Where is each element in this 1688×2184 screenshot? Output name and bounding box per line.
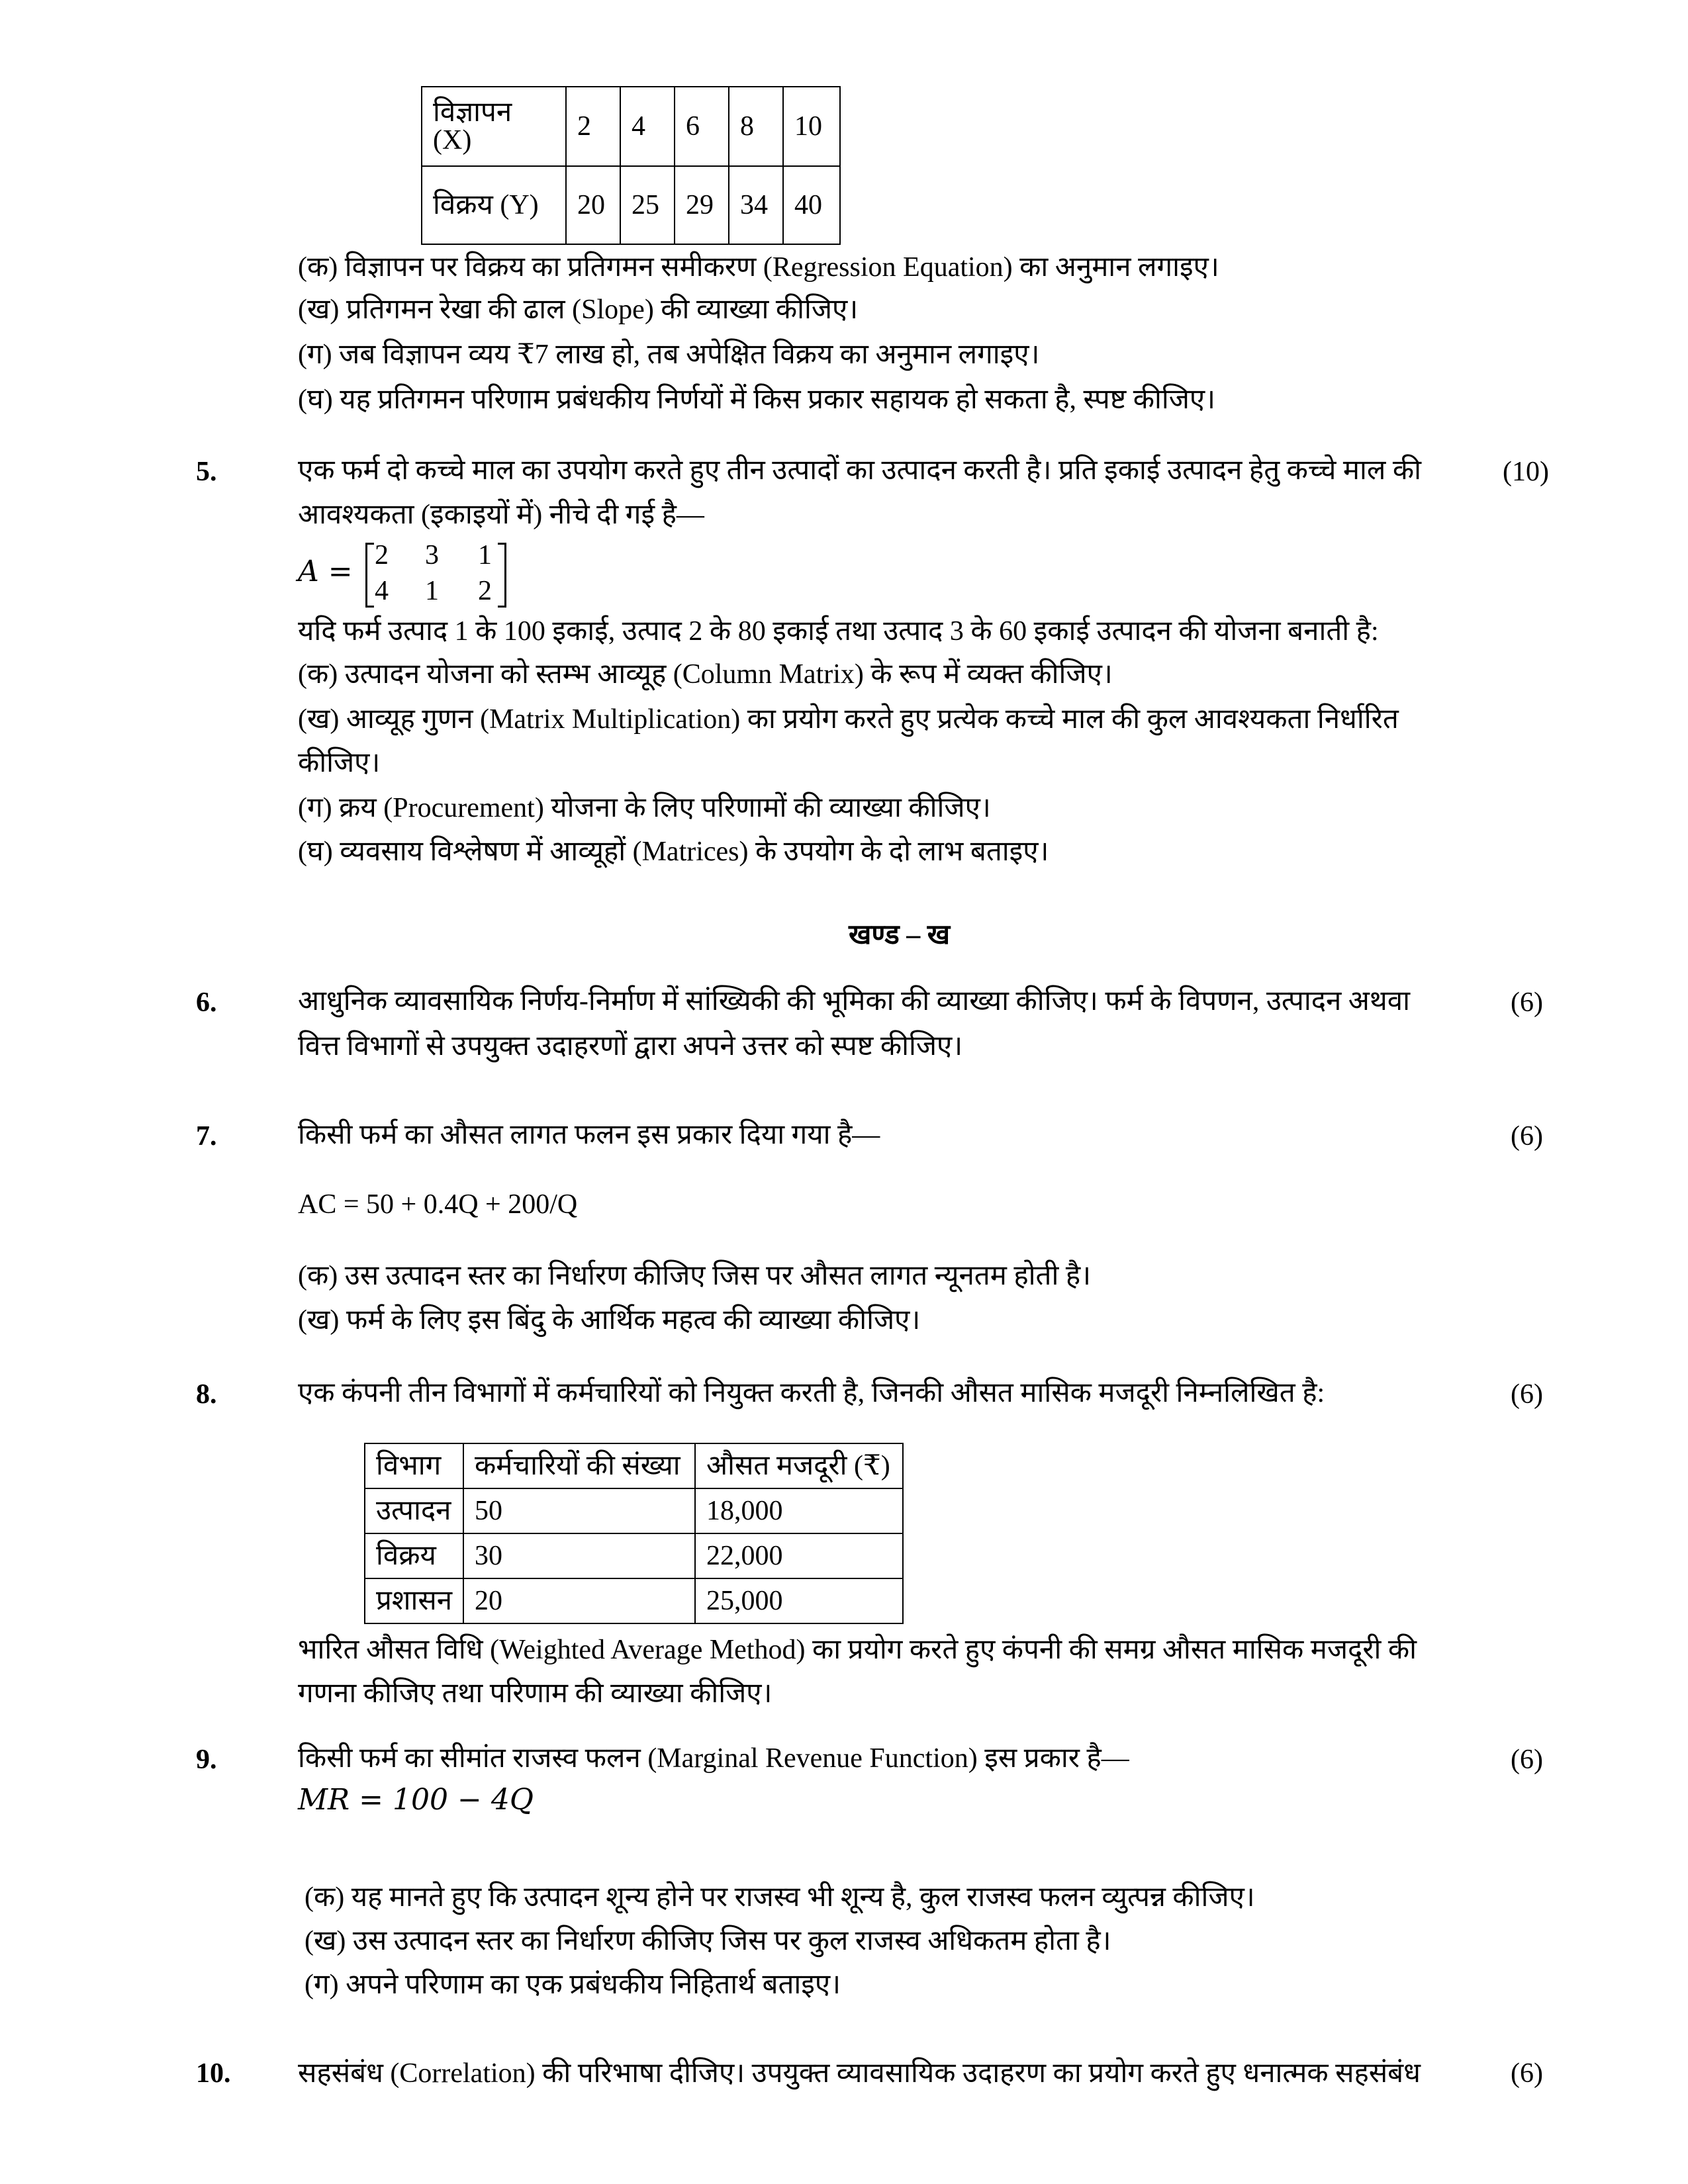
question-number: 10. [196, 2058, 231, 2089]
advertising-sales-table [421, 86, 841, 245]
q7-part-a: (क) उस उत्पादन स्तर का निर्धारण कीजिए जिस पर औसत लागत न्यूनतम होती है। [298, 1261, 1092, 1291]
question-number: 7. [196, 1121, 217, 1152]
question-number: 8. [196, 1379, 217, 1410]
question-marks: (6) [1511, 2058, 1543, 2089]
q7-formula: AC = 50 + 0.4Q + 200/Q [298, 1189, 578, 1220]
q6-text-line2: वित्त विभागों से उपयुक्त उदाहरणों द्वारा अपने उत्तर को स्पष्ट कीजिए। [298, 1031, 963, 1062]
table-header-cell: विभाग [365, 1443, 463, 1488]
question-number: 5. [196, 457, 217, 487]
table-row [365, 1488, 903, 1533]
q9-part-b: (ख) उस उत्पादन स्तर का निर्धारण कीजिए जिस पर कुल राजस्व अधिकतम होता है। [305, 1926, 1111, 1956]
table-cell: प्रशासन [365, 1578, 463, 1623]
table-cell: 30 [463, 1533, 695, 1578]
q5-part-a: (क) उत्पादन योजना को स्तम्भ आव्यूह (Column Matrix) के रूप में व्यक्त कीजिए। [298, 659, 1113, 690]
table-cell: 40 [783, 166, 840, 244]
table-cell: 50 [463, 1488, 695, 1533]
q6-text-line1: आधुनिक व्यावसायिक निर्णय-निर्माण में सांख्यिकी की भूमिका की व्याख्या कीजिए। फर्म के विपणन, उत्पादन अथवा [298, 986, 1410, 1017]
q7-part-b: (ख) फर्म के लिए इस बिंदु के आर्थिक महत्व की व्याख्या कीजिए। [298, 1305, 921, 1336]
q5-part-b-cont: कीजिए। [298, 748, 381, 778]
question-marks: (6) [1511, 1121, 1543, 1152]
wages-table [364, 1443, 904, 1624]
table-cell: विक्रय [365, 1533, 463, 1578]
question-marks: (10) [1503, 457, 1549, 487]
q8-text-line1: एक कंपनी तीन विभागों में कर्मचारियों को नियुक्त करती है, जिनकी औसत मासिक मजदूरी निम्नलिखित है: [298, 1378, 1325, 1408]
question-number: 9. [196, 1745, 217, 1775]
q8-text-line2: भारित औसत विधि (Weighted Average Method) का प्रयोग करते हुए कंपनी की समग्र औसत मासिक मजदूरी की [298, 1635, 1417, 1665]
table-header-cell: कर्मचारियों की संख्या [463, 1443, 695, 1488]
table-cell: 10 [783, 87, 840, 166]
table-cell: 20 [463, 1578, 695, 1623]
table-cell: 20 [566, 166, 620, 244]
q4-part-b: (ख) प्रतिगमन रेखा की ढाल (Slope) की व्याख्या कीजिए। [298, 295, 859, 325]
q9-part-a: (क) यह मानते हुए कि उत्पादन शून्य होने पर राजस्व भी शून्य है, कुल राजस्व फलन व्युत्पन्न कीजिए। [305, 1882, 1255, 1913]
table-cell: 25 [620, 166, 675, 244]
matrix-left-bracket [365, 543, 374, 608]
table-cell: 4 [620, 87, 675, 166]
matrix-label: A = [298, 555, 353, 588]
q4-part-c: (ग) जब विज्ञापन व्यय ₹7 लाख हो, तब अपेक्षित विक्रय का अनुमान लगाइए। [298, 340, 1040, 370]
matrix-cell: 2 [375, 540, 389, 570]
q7-text-line1: किसी फर्म का औसत लागत फलन इस प्रकार दिया गया है— [298, 1120, 880, 1150]
table-cell: उत्पादन [365, 1488, 463, 1533]
q9-formula: MR = 100 − 4Q [298, 1783, 534, 1817]
table-header-row [365, 1443, 903, 1488]
q4-part-a: (क) विज्ञापन पर विक्रय का प्रतिगमन समीकरण (Regression Equation) का अनुमान लगाइए। [298, 252, 1219, 283]
question-number: 6. [196, 987, 217, 1018]
table-row [422, 87, 840, 166]
table-cell: 34 [729, 166, 783, 244]
table-cell: विक्रय (Y) [422, 166, 566, 244]
question-marks: (6) [1511, 987, 1543, 1018]
table-row [365, 1533, 903, 1578]
q5-text-line1: एक फर्म दो कच्चे माल का उपयोग करते हुए तीन उत्पादों का उत्पादन करती है। प्रति इकाई उत्पादन हेतु कच्चे माल की [298, 455, 1422, 486]
matrix-cell: 1 [478, 540, 492, 570]
section-heading: खण्ड – ख [849, 920, 951, 950]
table-cell: विज्ञापन (X) [422, 87, 566, 166]
table-cell: 25,000 [695, 1578, 903, 1623]
table-cell: 8 [729, 87, 783, 166]
q5-text-line3: यदि फर्म उत्पाद 1 के 100 इकाई, उत्पाद 2 के 80 इकाई तथा उत्पाद 3 के 60 इकाई उत्पादन की योजना बनाती है: [298, 616, 1379, 647]
matrix-cell: 3 [425, 540, 439, 570]
q5-text-line2: आवश्यकता (इकाइयों में) नीचे दी गई है— [298, 500, 704, 530]
q5-part-d: (घ) व्यवसाय विश्लेषण में आव्यूहों (Matrices) के उपयोग के दो लाभ बताइए। [298, 837, 1049, 867]
table-row [365, 1578, 903, 1623]
matrix-cell: 2 [478, 576, 492, 606]
q5-part-b: (ख) आव्यूह गुणन (Matrix Multiplication) का प्रयोग करते हुए प्रत्येक कच्चे माल की कुल आवश्यकता निर्धारित [298, 704, 1399, 735]
q9-part-c: (ग) अपने परिणाम का एक प्रबंधकीय निहितार्थ बताइए। [305, 1970, 841, 2000]
table-row [422, 166, 840, 244]
question-marks: (6) [1511, 1745, 1543, 1775]
table-header-cell: औसत मजदूरी (₹) [695, 1443, 903, 1488]
q8-text-line3: गणना कीजिए तथा परिणाम की व्याख्या कीजिए। [298, 1678, 773, 1709]
table-cell: 22,000 [695, 1533, 903, 1578]
table-cell: 29 [675, 166, 729, 244]
matrix-right-bracket [498, 543, 506, 608]
question-marks: (6) [1511, 1379, 1543, 1410]
table-cell: 18,000 [695, 1488, 903, 1533]
table-cell: 6 [675, 87, 729, 166]
matrix-cell: 4 [375, 576, 389, 606]
table-cell: 2 [566, 87, 620, 166]
q10-text-line1: सहसंबंध (Correlation) की परिभाषा दीजिए। उपयुक्त व्यावसायिक उदाहरण का प्रयोग करते हुए धनात्मक सहसंबंध [298, 2058, 1421, 2089]
q5-part-c: (ग) क्रय (Procurement) योजना के लिए परिणामों की व्याख्या कीजिए। [298, 793, 991, 823]
q4-part-d: (घ) यह प्रतिगमन परिणाम प्रबंधकीय निर्णयों में किस प्रकार सहायक हो सकता है, स्पष्ट कीजिए। [298, 385, 1216, 415]
matrix-cell: 1 [425, 576, 439, 606]
q9-text-line1: किसी फर्म का सीमांत राजस्व फलन (Marginal Revenue Function) इस प्रकार है— [298, 1743, 1129, 1774]
